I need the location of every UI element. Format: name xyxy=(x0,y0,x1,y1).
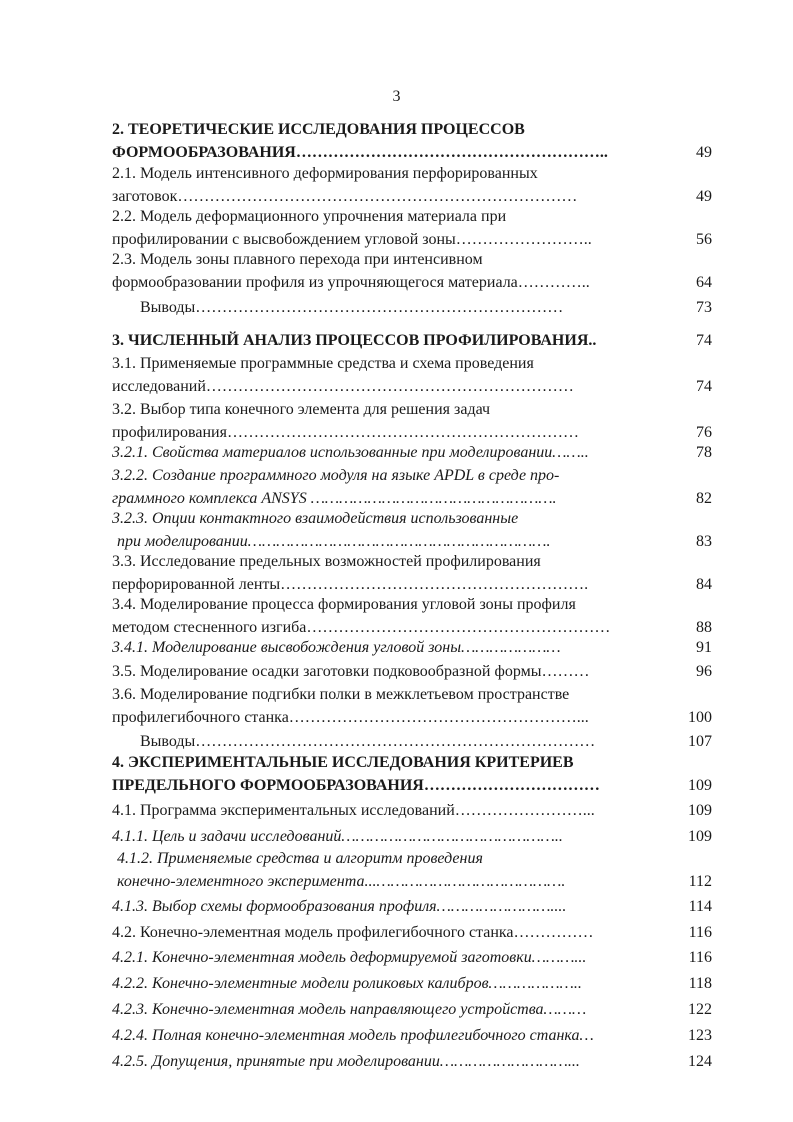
toc-entry-text: 4.1.1. Цель и задачи исследований……………………………………….. xyxy=(112,828,563,845)
toc-page-number: 96 xyxy=(696,663,712,680)
toc-entry-3-5 xyxy=(112,660,712,683)
toc-entry-2 xyxy=(112,118,712,164)
toc-page-number: 49 xyxy=(696,188,712,205)
toc-page-number: 112 xyxy=(688,873,712,890)
toc-entry-text: при моделировании………………………………………………………. xyxy=(117,533,551,550)
toc-entry-text: 3.2. Выбор типа конечного элемента для решения задач xyxy=(112,401,491,418)
toc-page-number: 116 xyxy=(688,949,712,966)
toc-entry-3-6 xyxy=(112,683,712,729)
toc-entry-text: профилировании с высвобождением угловой зоны…………………….. xyxy=(112,231,592,248)
toc-entry-text: 2. ТЕОРЕТИЧЕСКИЕ ИССЛЕДОВАНИЯ ПРОЦЕССОВ xyxy=(112,121,525,138)
toc-page-number: 122 xyxy=(688,1001,712,1018)
toc-entry-conclusions-2 xyxy=(112,296,712,319)
toc-page-number: 109 xyxy=(688,777,712,794)
toc-entry-text: 2.2. Модель деформационного упрочнения материала при xyxy=(112,208,507,225)
toc-page-number: 76 xyxy=(696,424,712,441)
toc-entry-conclusions-3 xyxy=(112,730,712,753)
toc-entry-text: перфорированной ленты…………………………………………………. xyxy=(112,576,589,593)
toc-entry-text: формообразовании профиля из упрочняющегося материала………….. xyxy=(112,274,590,291)
toc-entry-text: 3.4.1. Моделирование высвобождения угловой зоны………………… xyxy=(112,639,561,656)
toc-entry-2-3 xyxy=(112,248,712,294)
toc-entry-text: Выводы…………………………………………………………… xyxy=(140,299,564,316)
toc-page-number: 64 xyxy=(696,274,712,291)
toc-page-number: 78 xyxy=(696,444,712,461)
toc-entry-4-1-3 xyxy=(112,895,712,918)
toc-entry-text: 4.2.5. Допущения, принятые при моделировании………………………... xyxy=(112,1053,580,1070)
toc-entry-text: 3.2.2. Создание программного модуля на языке APDL в среде про- xyxy=(112,467,560,484)
toc-entry-text: 3. ЧИСЛЕННЫЙ АНАЛИЗ ПРОЦЕССОВ ПРОФИЛИРОВАНИЯ.. xyxy=(112,332,597,349)
page-number: 3 xyxy=(392,88,401,105)
toc-entry-3-2 xyxy=(112,398,712,444)
toc-entry-text: 2.3. Модель зоны плавного перехода при интенсивном xyxy=(112,251,483,268)
toc-page-number: 114 xyxy=(688,898,712,915)
toc-entry-text: 3.2.1. Свойства материалов использованные при моделировании…….. xyxy=(112,444,589,461)
toc-entry-4-2-2 xyxy=(112,972,712,995)
toc-entry-2-1 xyxy=(112,162,712,208)
toc-page-number: 82 xyxy=(696,490,712,507)
toc-page-number: 107 xyxy=(688,733,712,750)
toc-entry-text: методом стесненного изгиба………………………………………………… xyxy=(112,619,611,636)
toc-entry-text: ПРЕДЕЛЬНОГО ФОРМООБРАЗОВАНИЯ…………………………… xyxy=(112,777,600,794)
toc-entry-4-2-3 xyxy=(112,998,712,1021)
toc-entry-text: 4. ЭКСПЕРИМЕНТАЛЬНЫЕ ИССЛЕДОВАНИЯ КРИТЕРИЕВ xyxy=(112,754,574,771)
toc-page-number: 84 xyxy=(696,576,712,593)
toc-page-number: 109 xyxy=(688,802,712,819)
toc-page-number: 100 xyxy=(688,709,712,726)
toc-entry-text: Выводы………………………………………………………………… xyxy=(140,733,596,750)
toc-page-number: 109 xyxy=(688,828,712,845)
toc-entry-3-3 xyxy=(112,550,712,596)
toc-entry-3-1 xyxy=(112,352,712,398)
toc-entry-text: 3.3. Исследование предельных возможностей профилирования xyxy=(112,553,541,570)
toc-entry-text: ФОРМООБРАЗОВАНИЯ………………………………………………….. xyxy=(112,144,608,161)
toc-entry-text: 4.1. Программа экспериментальных исследований……………………... xyxy=(112,802,595,819)
toc-entry-text: 3.4. Моделирование процесса формирования угловой зоны профиля xyxy=(112,596,576,613)
toc-page-number: 124 xyxy=(688,1053,712,1070)
toc-page-number: 74 xyxy=(696,378,712,395)
toc-entry-text: 2.1. Модель интенсивного деформирования перфорированных xyxy=(112,165,538,182)
toc-page-number: 49 xyxy=(696,144,712,161)
toc-page-number: 74 xyxy=(696,332,712,349)
toc-entry-4-1-1 xyxy=(112,825,712,848)
toc-entry-4-2-5 xyxy=(112,1050,712,1073)
toc-page-number: 123 xyxy=(688,1027,712,1044)
toc-entry-text: 4.2.4. Полная конечно-элементная модель профилегибочного станка… xyxy=(112,1027,594,1044)
toc-entry-4-2 xyxy=(112,921,712,944)
toc-entry-4-2-1 xyxy=(112,946,712,969)
toc-page-number: 83 xyxy=(696,533,712,550)
toc-entry-2-2 xyxy=(112,205,712,251)
toc-entry-text: заготовок………………………………………………………………… xyxy=(112,188,578,205)
toc-entry-4-2-4 xyxy=(112,1024,712,1047)
toc-page-number: 73 xyxy=(696,299,712,316)
toc-entry-text: 4.2.1. Конечно-элементная модель деформируемой заготовки………... xyxy=(112,949,587,966)
toc-entry-text: 3.2.3. Опции контактного взаимодействия использованные xyxy=(112,510,519,527)
toc-page-number: 91 xyxy=(696,639,712,656)
toc-entry-3 xyxy=(112,329,712,352)
toc-page-number: 88 xyxy=(696,619,712,636)
toc-entry-text: 4.1.3. Выбор схемы формообразования профиля…………………….... xyxy=(112,898,567,915)
toc-entry-text: 4.2.3. Конечно-элементная модель направляющего устройства……… xyxy=(112,1001,587,1018)
toc-page-number: 56 xyxy=(696,231,712,248)
toc-entry-text: 4.1.2. Применяемые средства и алгоритм проведения xyxy=(117,850,483,867)
toc-entry-text: исследований…………………………………………………………… xyxy=(112,378,574,395)
toc-entry-text: граммного комплекса ANSYS ……………………………………………. xyxy=(112,490,557,507)
toc-entry-4 xyxy=(112,751,712,797)
toc-entry-4-1-2 xyxy=(112,847,712,893)
toc-entry-text: профилирования………………………………………………………… xyxy=(112,424,579,441)
toc-entry-4-1 xyxy=(112,799,712,822)
toc-entry-3-4 xyxy=(112,593,712,639)
toc-entry-text: конечно-элементного эксперимента...…………………………………. xyxy=(117,873,566,890)
toc-entry-3-4-1 xyxy=(112,636,712,659)
toc-entry-text: 4.2. Конечно-элементная модель профилегибочного станка…………… xyxy=(112,924,594,941)
toc-entry-text: 3.5. Моделирование осадки заготовки подковообразной формы……… xyxy=(112,663,590,680)
toc-entry-text: профилегибочного станка………………………………………………... xyxy=(112,709,589,726)
toc-entry-text: 4.2.2. Конечно-элементные модели роликовых калибров……………….. xyxy=(112,975,582,992)
toc-entry-text: 3.6. Моделирование подгибки полки в межклетьевом пространстве xyxy=(112,686,570,703)
toc-page-number: 116 xyxy=(688,924,712,941)
toc-page-number: 118 xyxy=(688,975,712,992)
toc-entry-text: 3.1. Применяемые программные средства и схема проведения xyxy=(112,355,534,372)
toc-entry-3-2-2 xyxy=(112,464,712,510)
toc-entry-3-2-3 xyxy=(112,507,712,553)
toc-entry-3-2-1 xyxy=(112,441,712,464)
